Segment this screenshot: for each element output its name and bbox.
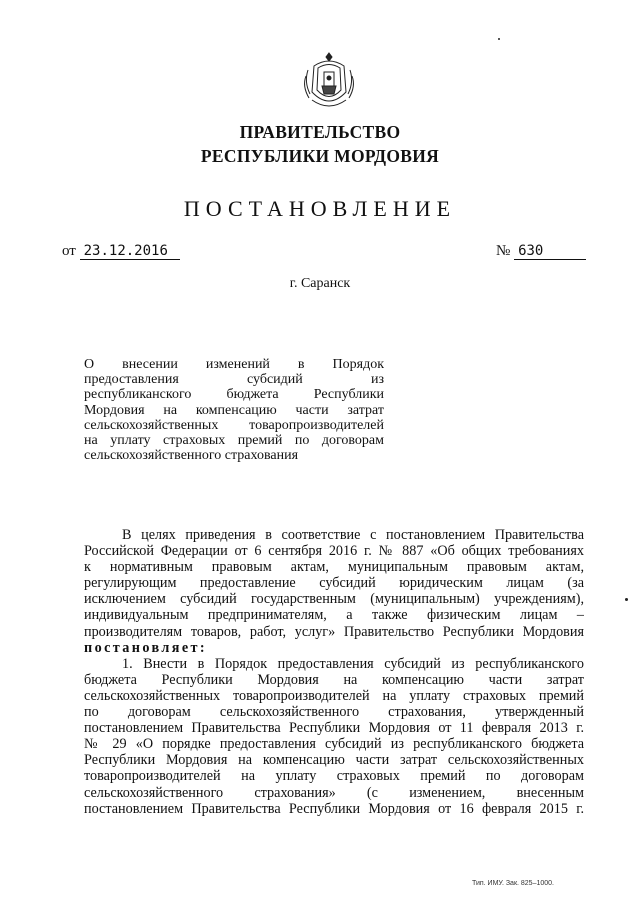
document-type-title: ПОСТАНОВЛЕНИЕ bbox=[183, 196, 457, 221]
document-subject bbox=[84, 357, 384, 463]
body-line: исключением субсидий государственным (муниципальным) учреждениям), bbox=[84, 591, 584, 608]
subject-line: предоставления субсидий из bbox=[84, 372, 384, 388]
subject-line: О внесении изменений в Порядок bbox=[84, 357, 384, 372]
body-line: постановлением Правительства Республики Мордовия от 16 февраля 2015 г. bbox=[84, 800, 584, 817]
coat-of-arms-emblem bbox=[300, 50, 358, 112]
organization-name-line1: ПРАВИТЕЛЬСТВО bbox=[239, 122, 401, 142]
number-prefix: № bbox=[496, 243, 511, 259]
city-name: г. Саранск bbox=[289, 276, 351, 291]
subject-line: республиканского бюджета Республики bbox=[84, 387, 384, 403]
body-line: сельскохозяйственных товаропроизводителей на уплату страховых премий bbox=[84, 687, 584, 704]
body-line: производителям товаров, работ, услуг» Правительство Республики Мордовия bbox=[84, 623, 584, 640]
subject-line: сельскохозяйственных товаропроизводителей bbox=[84, 417, 384, 433]
subject-line: Мордовия на компенсацию части затрат bbox=[84, 402, 384, 418]
body-line: к нормативным правовым актам, муниципальным правовым актам, bbox=[84, 559, 584, 576]
document-body bbox=[84, 527, 584, 817]
date-field bbox=[62, 243, 180, 260]
scan-speck bbox=[625, 598, 628, 601]
subject-line: на уплату страховых премий по договорам bbox=[84, 432, 384, 448]
body-line: регулирующим предоставление субсидий юридическим лицам (за bbox=[84, 575, 584, 592]
organization-name-line2: РЕСПУБЛИКИ МОРДОВИЯ bbox=[200, 146, 440, 166]
body-line: Российской Федерации от 6 сентября 2016 г. № 887 «Об общих требованиях bbox=[84, 543, 584, 560]
date-prefix: от bbox=[62, 243, 76, 259]
body-line: постановлением Правительства Республики Мордовия от 11 февраля 2013 г. bbox=[84, 720, 584, 737]
body-line: В целях приведения в соответствие с постановлением Правительства bbox=[122, 527, 584, 543]
number-field bbox=[496, 243, 586, 260]
decree-keyword: постановляет: bbox=[84, 639, 208, 656]
body-line: индивидуальным предпринимателям, а также физическим лицам – bbox=[84, 607, 584, 624]
body-line: по договорам сельскохозяйственного страхования, утвержденный bbox=[84, 704, 584, 721]
body-line: товаропроизводителей на уплату страховых премий по договорам bbox=[84, 768, 584, 785]
body-line: сельскохозяйственного страхования» (с изменением, внесенным bbox=[84, 784, 584, 801]
body-line: Республики Мордовия на компенсацию части затрат сельскохозяйственных bbox=[84, 752, 584, 769]
number-value: 630 bbox=[514, 243, 586, 260]
subject-line: сельскохозяйственного страхования bbox=[84, 448, 299, 464]
body-line: № 29 «О порядке предоставления субсидий из республиканского бюджета bbox=[84, 736, 584, 753]
body-line: бюджета Республики Мордовия на компенсацию части затрат bbox=[84, 671, 584, 688]
scan-speck bbox=[498, 38, 500, 40]
print-mark: Тип. ИМУ. Зак. 825–1000. bbox=[472, 880, 554, 887]
date-value: 23.12.2016 bbox=[80, 243, 180, 260]
body-line: 1. Внести в Порядок предоставления субсидий из республиканского bbox=[122, 655, 584, 672]
